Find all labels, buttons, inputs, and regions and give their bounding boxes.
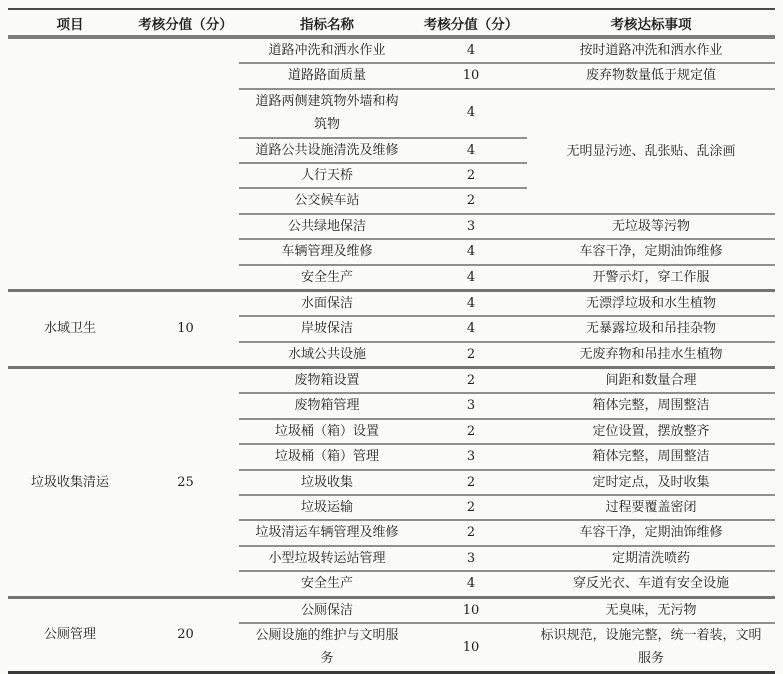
score-cell: 10 [415,63,527,88]
section-score: 10 [132,290,239,367]
indicator-cell: 公共绿地保洁 [239,214,415,239]
standard-cell: 车容干净，定期油饰维修 [527,239,775,264]
indicator-cell: 安全生产 [239,571,415,597]
standard-cell: 定期清洗喷药 [527,546,775,571]
standard-cell: 按时道路冲洗和洒水作业 [527,37,775,63]
score-cell: 3 [415,546,527,571]
header-standard: 考核达标事项 [527,9,775,37]
section-project-label: 公厕管理 [43,626,96,642]
standard-cell: 无臭味，无污物 [527,597,775,623]
standard-cell: 无暴露垃圾和吊挂杂物 [527,316,775,341]
table-row [8,37,775,63]
indicator-cell: 道路两侧建筑物外墙和构筑物 [239,89,415,138]
indicator-cell: 垃圾桶（箱）设置 [239,419,415,444]
table-header-row [8,9,775,37]
indicator-cell: 废物箱设置 [239,368,415,394]
indicator-cell: 水域公共设施 [239,342,415,368]
standard-cell: 定时定点，及时收集 [527,470,775,495]
header-indicator-score: 考核分值（分） [415,9,527,37]
score-cell: 4 [415,138,527,163]
table-row [8,597,775,623]
indicator-cell: 垃圾运输 [239,495,415,520]
indicator-cell: 垃圾清运车辆管理及维修 [239,520,415,545]
indicator-cell: 公交候车站 [239,188,415,213]
indicator-cell: 道路路面质量 [239,63,415,88]
score-cell: 2 [415,188,527,213]
indicator-cell: 道路公共设施清洗及维修 [239,138,415,163]
score-cell: 10 [415,597,527,623]
standard-cell: 车容干净，定期油饰维修 [527,520,775,545]
indicator-cell: 废物箱管理 [239,393,415,418]
document-page [8,8,775,674]
standard-cell: 过程要覆盖密闭 [527,495,775,520]
score-cell: 2 [415,163,527,188]
standard-cell: 穿反光衣、车道有安全设施 [527,571,775,597]
standard-cell: 箱体完整，周围整洁 [527,393,775,418]
score-cell: 4 [415,571,527,597]
standard-cell: 废弃物数量低于规定值 [527,63,775,88]
header-indicator: 指标名称 [239,9,415,37]
standard-cell: 无漂浮垃圾和水生植物 [527,290,775,316]
table-row [8,290,775,316]
indicator-cell: 安全生产 [239,265,415,291]
indicator-cell: 车辆管理及维修 [239,239,415,264]
section-score: 25 [132,368,239,598]
score-cell: 2 [415,495,527,520]
indicator-cell: 垃圾桶（箱）管理 [239,444,415,469]
score-cell: 3 [415,393,527,418]
table-row [8,368,775,394]
assessment-table [8,8,775,674]
score-cell: 2 [415,342,527,368]
score-cell: 3 [415,214,527,239]
section-project-label [8,37,132,290]
standard-cell: 箱体完整，周围整洁 [527,444,775,469]
score-cell: 4 [415,265,527,291]
indicator-cell: 小型垃圾转运站管理 [239,546,415,571]
indicator-cell: 道路冲洗和洒水作业 [239,37,415,63]
score-cell: 4 [415,316,527,341]
indicator-cell: 公厕保洁 [239,597,415,623]
indicator-cell: 水面保洁 [239,290,415,316]
standard-cell: 定位设置，摆放整齐 [527,419,775,444]
score-cell: 4 [415,89,527,138]
standard-cell: 标识规范，设施完整，统一着装，文明服务 [540,627,762,667]
section-project-label: 垃圾收集清运 [8,368,132,598]
standard-cell-merged: 无明显污迹、乱张贴、乱涂画 [527,89,775,214]
section-score [132,37,239,290]
standard-cell: 无废弃物和吊挂水生植物 [527,342,775,368]
score-cell: 2 [415,368,527,394]
score-cell: 10 [462,639,480,655]
score-cell: 2 [415,419,527,444]
header-project-score: 考核分值（分） [132,9,239,37]
score-cell: 3 [415,444,527,469]
standard-cell: 间距和数量合理 [527,368,775,394]
score-cell: 4 [415,290,527,316]
section-score: 20 [177,626,194,642]
indicator-cell: 公厕设施的维护与文明服务 [255,627,399,667]
score-cell: 4 [415,239,527,264]
score-cell: 2 [415,520,527,545]
section-project-label: 水域卫生 [8,290,132,367]
score-cell: 4 [415,37,527,63]
indicator-cell: 人行天桥 [239,163,415,188]
standard-cell: 无垃圾等污物 [527,214,775,239]
indicator-cell: 垃圾收集 [239,470,415,495]
indicator-cell: 岸坡保洁 [239,316,415,341]
score-cell: 2 [415,470,527,495]
header-project: 项目 [8,9,132,37]
standard-cell: 开警示灯，穿工作服 [527,265,775,291]
